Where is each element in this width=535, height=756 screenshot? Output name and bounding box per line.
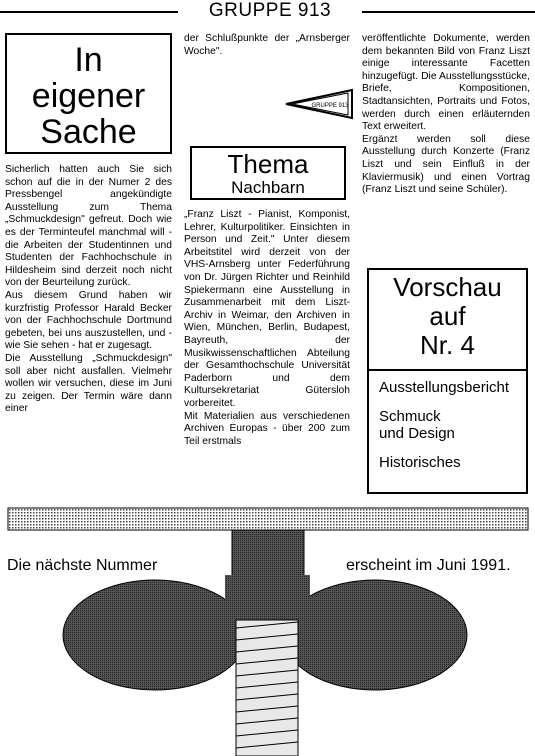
thema-title: Thema: [227, 149, 309, 179]
paragraph: Mit Materialien aus verschiedenen Archiven Europas - über 200 zum Teil erstmals: [184, 410, 350, 447]
vorschau-title-1: Vorschau: [393, 272, 502, 302]
vorschau-title-box: [367, 268, 528, 371]
paragraph: Aus diesem Grund haben wir kurzfristig Professor Harald Becker von der Fachhochschule Dortmund gebeten, bei uns auszustellen, und - wie Sie sehen - hat er zugesagt.: [5, 289, 172, 352]
thema-text: [184, 209, 350, 448]
vorschau-item: Historisches: [379, 454, 461, 471]
vorschau-item: Schmuck und Design: [379, 408, 455, 442]
eigener-sache-box: [5, 33, 172, 154]
gruppe-logo: [284, 88, 354, 120]
paragraph: veröffentlichte Dokumente, werden dem bekannten Bild von Franz Liszt einige interessante Facetten hinzugefügt. Die Ausstellungsstücke, Briefe, Kompositionen, Stadtansichten, Portraits und Fotos, werden durch einen erläuternden Text erweitert.: [362, 33, 530, 133]
vorschau-title-3: Nr. 4: [420, 330, 475, 360]
paragraph: der Schlußpunkte der „Arnsberger Woche".: [184, 33, 350, 57]
thema-subtitle: Nachbarn: [231, 178, 305, 197]
eigener-sache-text: [5, 164, 172, 416]
middle-top-text: [184, 33, 350, 58]
next-issue-text-left: Die nächste Nummer: [7, 557, 158, 574]
vorschau-item: Ausstellungsbericht: [379, 379, 510, 396]
vorschau-list-box: [367, 369, 528, 494]
paragraph: Sicherlich hatten auch Sie sich schon auf die in der Numer 2 des Pressbengel angekündigte Ausstellung zum Thema „Schmuckdesign" gefreut. Doch wie es der Terminteufel manchmal will - die Arbeiten der Studentinnen und Studenten der Fachhochschule in Hildesheim sind derzeit noch nicht von der Beurteilung zurück.: [5, 164, 172, 289]
logo-text: GRUPPE 913: [311, 103, 349, 109]
next-issue-text-right: erscheint im Juni 1991.: [346, 557, 511, 574]
thema-box: [190, 146, 346, 200]
eigener-sache-title-3: Sache: [40, 113, 137, 151]
screw-illustration: [0, 500, 535, 756]
eigener-sache-title-1: In: [74, 41, 103, 79]
paragraph: „Franz Liszt - Pianist, Komponist, Lehrer, Kulturpolitiker. Einsichten in Person und Zeit." Unter diesem Arbeitstitel wird derzeit von der VHS-Arnsberg unter Federführung von Dr. Jürgen Richter und Reinhild Spiekermann eine Ausstellung in Zusammenarbeit mit dem Liszt- Archiv in Weimar, den Archiven in Wien, München, Berlin, Budapest, Bayreuth, der Musikwissenschaftlichen Abteilung der Gesamthochschule Universität Paderborn und dem Kultursekretariat Gütersloh vorbereitet.: [184, 209, 350, 409]
header-rule-left: [0, 11, 178, 13]
header-rule-right: [362, 11, 535, 13]
eigener-sache-title-2: eigener: [31, 77, 146, 115]
vorschau-title-2: auf: [429, 301, 466, 331]
right-text: [362, 33, 530, 197]
paragraph: Die Ausstellung „Schmuckdesign" soll aber nicht ausfallen. Vielmehr wollen wir versuchen, diese im Juni zu zeigen. Der Termin wäre dann einer: [5, 352, 172, 415]
page-title: GRUPPE 913: [208, 0, 332, 21]
paragraph: Ergänzt werden soll diese Ausstellung durch Konzerte (Franz Liszt und sein Einfluß in der Klaviermusik) und einen Vortrag (Franz Liszt und seine Schüler).: [362, 133, 530, 196]
